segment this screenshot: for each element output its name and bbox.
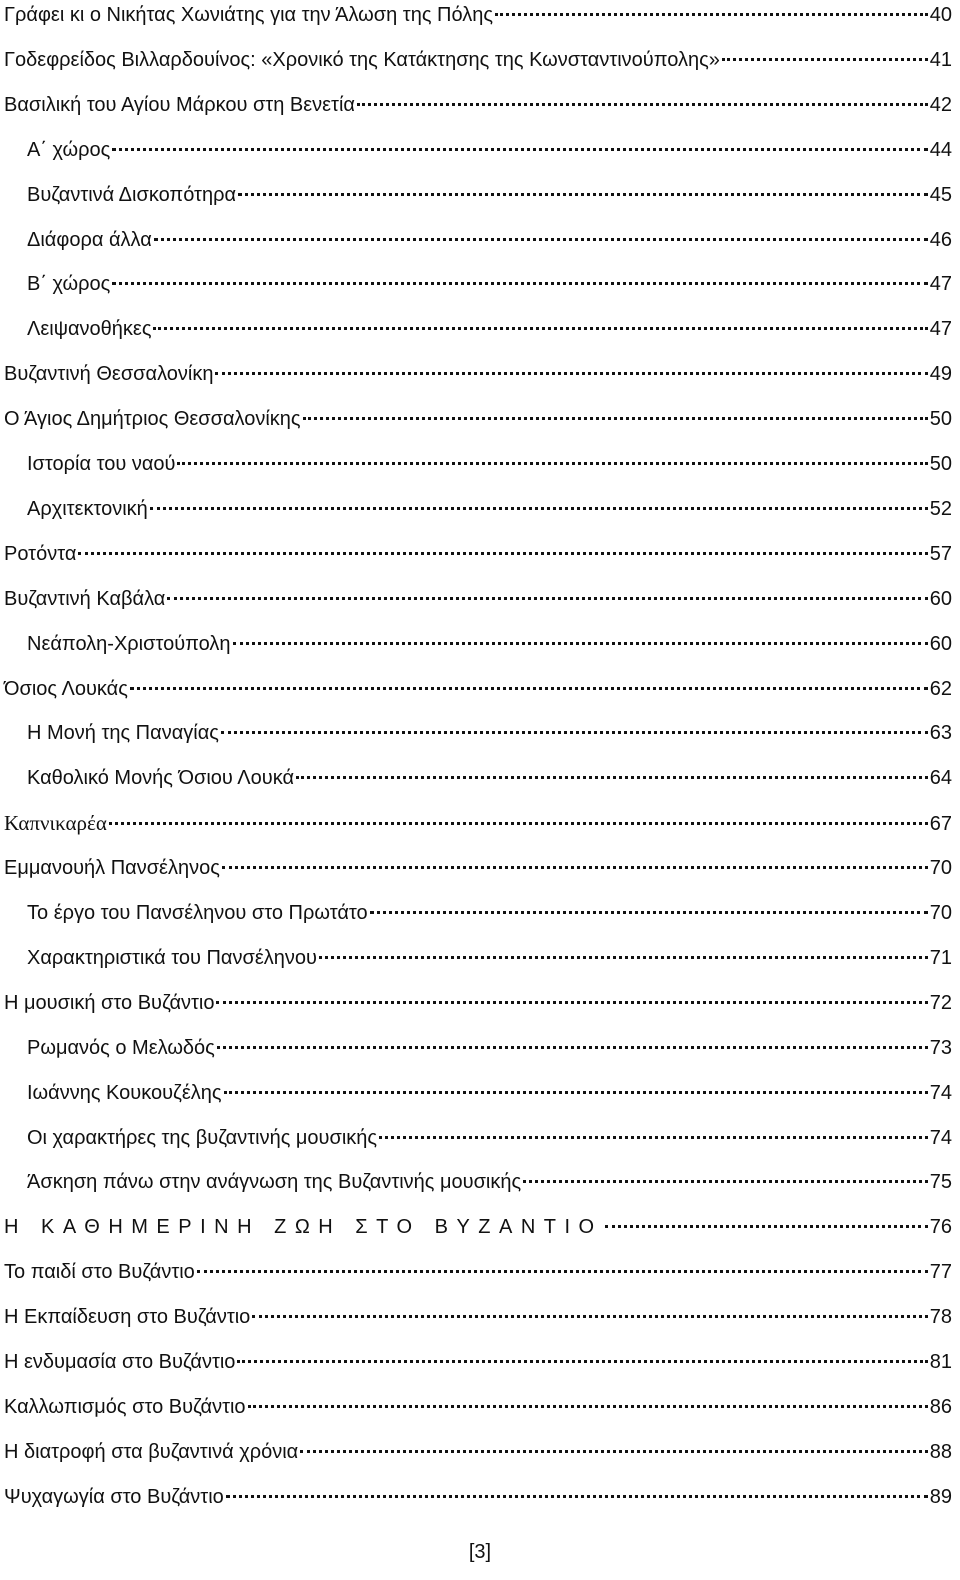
toc-entry-title: Βυζαντινή Θεσσαλονίκη [4,363,214,386]
toc-entry-title: Όσιος Λουκάς [4,677,128,700]
toc-entry-page: 74 [929,1081,952,1104]
toc-dot-leader [370,911,928,914]
toc-entry-title: Γράφει κι ο Νικήτας Χωνιάτης για την Άλωση της Πόλης [4,4,493,26]
toc-dot-leader [224,1091,928,1094]
toc-entry[interactable] [0,225,952,255]
toc-dot-leader [226,1495,928,1498]
toc-entry-title: Χαρακτηριστικά του Πανσέληνου [27,946,317,969]
toc-entry-page: 71 [929,946,952,969]
toc-entry-page: 52 [929,497,952,520]
toc-entry-title: Βασιλική του Αγίου Μάρκου στη Βενετία [4,93,355,116]
toc-dot-leader [150,507,928,510]
toc-entry-page: 60 [929,587,952,610]
toc-entry-title: Η μουσική στο Βυζάντιο [4,991,215,1014]
toc-entry-title: Γοδεφρείδος Βιλλαρδουίνος: «Χρονικό της Κατάκτησης της Κωνσταντινούπολης» [4,48,720,71]
toc-entry[interactable] [0,1257,952,1287]
toc-entry-page: 57 [929,542,952,565]
toc-entry-page: 77 [929,1261,952,1284]
toc-entry[interactable] [0,494,952,524]
toc-dot-leader [605,1225,928,1228]
toc-entry-title: Νεάπολη-Χριστούπολη [27,632,231,655]
toc-entry-page: 49 [929,363,952,386]
toc-entry-page: 64 [929,767,952,790]
toc-dot-leader [248,1405,928,1408]
toc-dot-leader [379,1136,928,1139]
toc-entry-page: 63 [929,722,952,745]
toc-entry-title: Το έργο του Πανσέληνου στο Πρωτάτο [27,902,368,924]
toc-dot-leader [722,58,928,61]
toc-dot-leader [300,1450,928,1453]
toc-entry-title: Η διατροφή στα βυζαντινά χρόνια [4,1440,299,1463]
toc-entry-title: Ιστορία του ναού [27,453,176,475]
toc-dot-leader [523,1180,928,1183]
toc-entry-page: 41 [929,48,952,71]
toc-dot-leader [296,776,928,779]
toc-dot-leader [303,417,928,420]
toc-dot-leader [153,327,927,330]
toc-entry-page: 40 [929,4,952,26]
toc-entry[interactable] [0,898,952,928]
toc-entry[interactable] [0,1482,952,1512]
toc-entry-title: Η ΚΑΘΗΜΕΡΙΝΗ ΖΩΗ ΣΤΟ ΒΥΖΑΝΤΙΟ [4,1216,603,1239]
toc-entry-title: Ψυχαγωγία στο Βυζάντιο [4,1485,224,1508]
toc-entry-page: 47 [929,273,952,296]
toc-entry[interactable] [0,135,952,165]
toc-entry[interactable] [0,0,952,30]
toc-entry-title: Η Μονή της Παναγίας [27,722,219,745]
toc-dot-leader [197,1270,928,1273]
toc-entry[interactable] [0,449,952,479]
toc-dot-leader [252,1315,927,1318]
toc-entry-title: Βυζαντινή Καβάλα [4,587,166,610]
toc-entry-title: Άσκηση πάνω στην ανάγνωση της Βυζαντινής μουσικής [27,1171,522,1194]
toc-entry-title: Η ενδυμασία στο Βυζάντιο [4,1351,236,1373]
toc-entry[interactable] [0,404,952,434]
toc-entry[interactable] [0,1078,952,1108]
toc-entry-page: 76 [929,1216,952,1239]
toc-dot-leader [222,866,928,869]
toc-entry[interactable] [0,674,952,704]
toc-entry-page: 46 [929,228,952,251]
toc-dot-leader [221,731,928,734]
toc-entry-page: 50 [929,408,952,431]
toc-entry-title: Καλλωπισμός στο Βυζάντιο [4,1395,246,1418]
toc-entry-page: 88 [929,1440,952,1463]
toc-entry[interactable] [0,539,952,569]
toc-entry-title: Η Εκπαίδευση στο Βυζάντιο [4,1306,251,1329]
toc-entry[interactable] [0,629,952,659]
toc-entry[interactable] [0,763,952,793]
toc-entry[interactable] [0,1033,952,1063]
toc-entry-page: 45 [929,183,952,206]
toc-entry-title: Β΄ χώρος [27,273,111,296]
toc-entry-page: 70 [929,902,952,924]
toc-entry[interactable] [0,359,952,389]
toc-entry-title: Ιωάννης Κουκουζέλης [27,1081,222,1104]
toc-entry-title: Καπνικαρέα [4,811,107,836]
toc-entry-title: Α΄ χώρος [27,138,111,161]
toc-entry-title: Διάφορα άλλα [27,228,152,251]
toc-entry-title: Ρωμανός ο Μελωδός [27,1036,215,1059]
toc-dot-leader [319,956,928,959]
toc-entry-page: 50 [929,453,952,475]
toc-entry-title: Οι χαρακτήρες της βυζαντινής μουσικής [27,1126,378,1149]
toc-entry[interactable] [0,1212,952,1242]
toc-entry-page: 62 [929,677,952,700]
toc-entry-page: 72 [929,991,952,1014]
toc-dot-leader [237,1360,927,1363]
toc-entry[interactable] [0,1302,952,1332]
toc-entry-title: Ροτόντα [4,542,77,565]
toc-dot-leader [130,687,928,690]
toc-dot-leader [154,238,928,241]
toc-dot-leader [112,282,927,285]
toc-dot-leader [238,193,928,196]
toc-dot-leader [217,1046,928,1049]
toc-entry[interactable] [0,584,952,614]
toc-dot-leader [215,372,927,375]
toc-entry-page: 73 [929,1036,952,1059]
toc-entry[interactable] [0,943,952,973]
toc-entry-title: Καθολικό Μονής Όσιου Λουκά [27,767,295,790]
toc-entry[interactable] [0,988,952,1018]
toc-dot-leader [78,552,927,555]
toc-entry[interactable] [0,1347,952,1377]
toc-entry-page: 42 [929,93,952,116]
toc-entry[interactable] [0,1392,952,1422]
toc-entry-page: 60 [929,632,952,655]
toc-entry-page: 75 [929,1171,952,1194]
toc-dot-leader [167,597,927,600]
toc-dot-leader [357,103,928,106]
toc-entry[interactable] [0,1167,952,1197]
toc-entry[interactable] [0,718,952,748]
toc-entry-page: 86 [929,1395,952,1418]
toc-entry-page: 70 [929,857,952,880]
toc-dot-leader [216,1001,927,1004]
toc-entry-page: 78 [929,1306,952,1329]
toc-entry-title: Εμμανουήλ Πανσέληνος [4,857,220,880]
toc-entry-title: Λειψανοθήκες [27,318,152,341]
toc-entry[interactable] [0,1123,952,1153]
toc-entry-page: 44 [929,138,952,161]
toc-entry-page: 67 [929,813,952,836]
toc-entry-page: 89 [929,1485,952,1508]
toc-entry[interactable] [0,269,952,299]
toc-entry[interactable] [0,1437,952,1467]
toc-dot-leader [112,148,927,151]
toc-entry[interactable] [0,90,952,120]
toc-dot-leader [495,13,928,16]
toc-entry-title: Αρχιτεκτονική [27,497,148,520]
toc-entry[interactable] [0,808,952,838]
toc-entry-page: 74 [929,1126,952,1149]
toc-entry[interactable] [0,853,952,883]
toc-entry[interactable] [0,45,952,75]
toc-dot-leader [109,822,928,825]
toc-dot-leader [177,462,927,465]
toc-entry[interactable] [0,180,952,210]
page-number: [3] [468,1541,492,1563]
toc-dot-leader [233,642,928,645]
toc-entry[interactable] [0,314,952,344]
toc-entry-title: Βυζαντινά Δισκοπότηρα [27,183,237,206]
toc-entry-title: Ο Άγιος Δημήτριος Θεσσαλονίκης [4,408,301,431]
toc-entry-title: Το παιδί στο Βυζάντιο [4,1261,195,1284]
toc-entry-page: 47 [929,318,952,341]
toc-entry-page: 81 [929,1351,952,1373]
